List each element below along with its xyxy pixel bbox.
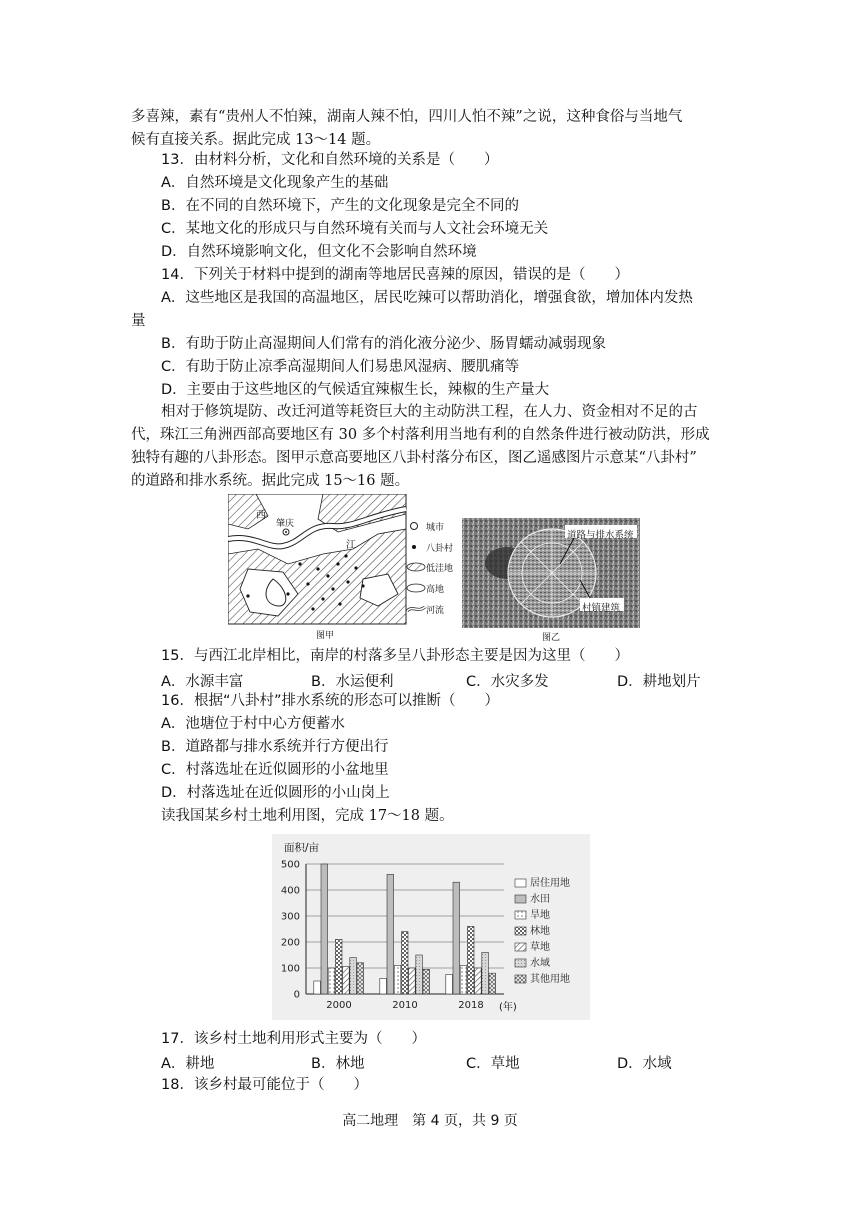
q14-option-c: C．有助于防止凉季高湿期间人们易患风湿病、腰肌痛等 [161,359,520,375]
q16-stem: 16．根据“八卦村”排水系统的形态可以推断（ ） [161,693,499,709]
q17-option-a: A．耕地 [161,1056,215,1072]
land-use-chart [272,834,590,1020]
bar-2010-林地 [401,932,408,994]
q14-option-d: D．主要由于这些地区的气候适宜辣椒生长，辣椒的生产量大 [161,382,550,398]
photo-figure [462,518,640,642]
legend-label: 草地 [530,942,550,953]
map-caption: 图甲 [316,631,335,641]
legend-river-label: 河流 [426,606,445,616]
bar-2000-水田 [321,864,328,994]
q16-option-a: A．池塘位于村中心方便蓄水 [161,716,345,732]
q15-stem: 15．与西江北岸相比，南岸的村落多呈八卦形态主要是因为这里（ ） [161,648,629,664]
bar-2010-水田 [387,874,394,994]
q15-option-d: D．耕地划片 [617,674,701,690]
q13-option-d: D．自然环境影响文化，但文化不会影响自然环境 [161,244,477,260]
legend-city-icon [410,522,418,530]
bar-2000-林地 [335,939,342,994]
x-tick-label: 2018 [458,1000,484,1011]
bar-2018-其他用地 [489,973,496,994]
bar-2018-水田 [453,882,460,994]
map-figure [228,494,458,642]
y-tick-label: 0 [293,989,300,1001]
bar-2010-居住用地 [380,978,387,994]
chart-svg [272,834,590,1020]
legend-label: 居住用地 [530,878,570,889]
legend-swatch [515,943,526,951]
passage2-line-1: 相对于修筑堤防、改迁河道等耗资巨大的主动防洪工程，在人力、资金相对不足的古 [161,404,698,420]
passage2-line-4: 的道路和排水系统。据此完成 15～16 题。 [131,473,410,489]
q15-option-a: A．水源丰富 [161,674,244,690]
map-label-city: 肇庆 [276,519,295,529]
legend-lowland-icon [406,562,426,572]
chart-ylabel: 面积/亩 [284,842,320,854]
page-footer: 高二地理 第 4 页，共 9 页 [342,1113,518,1129]
bar-2000-旱地 [328,968,335,994]
passage2-line-2: 代，珠江三角洲西部高要地区有 30 多个村落利用当地有利的自然条件进行被动防洪，形成 [131,427,710,443]
legend-highland-icon [406,583,426,593]
legend-swatch [515,959,526,967]
map-label-xi: 西 [256,510,266,521]
q13-option-b: B．在不同的自然环境下，产生的文化现象是完全不同的 [161,198,519,214]
legend-village-icon [412,545,416,549]
legend-label: 旱地 [530,910,550,921]
q13-stem: 13．由材料分析，文化和自然环境的关系是（ ） [161,152,499,168]
y-tick-label: 300 [280,911,300,923]
chart-xlabel: (年) [499,1002,517,1013]
intro-17-18: 读我国某乡村土地利用图，完成 17～18 题。 [161,808,454,824]
intro-line-2: 候有直接关系。据此完成 13～14 题。 [131,132,381,148]
q17-stem: 17．该乡村土地利用形式主要为（ ） [161,1031,426,1047]
legend-swatch [515,975,526,983]
bar-2000-草地 [343,967,350,994]
legend-swatch [515,879,526,887]
q14-option-a: A．这些地区是我国的高温地区，居民吃辣可以帮助消化，增强食欲，增加体内发热 [161,290,693,306]
bar-2010-旱地 [394,965,401,994]
photo-label-building: 村镇建筑 [582,603,621,614]
intro-line-1: 多喜辣，素有“贵州人不怕辣，湖南人辣不怕，四川人怕不辣”之说，这种食俗与当地气 [131,109,683,125]
legend-label: 水田 [530,894,550,905]
bar-2018-草地 [475,968,482,994]
q17-option-b: B．林地 [311,1056,365,1072]
q16-option-c: C．村落选址在近似圆形的小盆地里 [161,762,389,778]
q13-option-a: A．自然环境是文化现象产生的基础 [161,175,389,191]
legend-swatch [515,895,526,903]
bar-2000-其他用地 [357,963,364,994]
y-tick-label: 200 [280,937,300,949]
y-tick-label: 400 [280,885,300,897]
legend-lowland-label: 低洼地 [426,564,454,574]
photo-caption: 图乙 [542,633,561,643]
passage2-line-3: 独特有趣的八卦形态。图甲示意高要地区八卦村落分布区，图乙遥感图片示意某“八卦村” [131,450,697,466]
bar-2018-水域 [482,952,489,994]
legend-village-label: 八卦村 [426,544,454,554]
y-tick-label: 100 [280,963,300,975]
legend-swatch [515,927,526,935]
q18-stem: 18．该乡村最可能位于（ ） [161,1077,368,1093]
q17-option-d: D．水域 [617,1056,672,1072]
q16-option-d: D．村落选址在近似圆形的小山岗上 [161,785,390,801]
q15-option-b: B．水运便利 [311,674,394,690]
q13-option-c: C．某地文化的形成只与自然环境有关而与人文社会环境无关 [161,221,549,237]
q14-stem: 14．下列关于材料中提到的湖南等地居民喜辣的原因，错误的是（ ） [161,267,629,283]
bar-2010-草地 [409,968,416,994]
bar-2018-旱地 [460,965,467,994]
bar-2000-居住用地 [314,981,321,994]
q14-option-a-cont: 量 [131,313,146,329]
y-tick-label: 500 [280,859,300,871]
bar-2010-水域 [416,955,423,994]
legend-highland-label: 高地 [426,585,445,595]
bar-2000-水域 [350,958,357,994]
x-tick-label: 2000 [326,1000,352,1011]
q14-option-b: B．有助于防止高湿期间人们常有的消化液分泌少、肠胃蠕动减弱现象 [161,336,606,352]
x-tick-label: 2010 [392,1000,418,1011]
q17-option-c: C．草地 [466,1056,520,1072]
map-label-jiang: 江 [346,540,356,551]
legend-label: 水域 [530,958,550,969]
q16-option-b: B．道路都与排水系统并行方便出行 [161,739,389,755]
bar-2018-林地 [467,926,474,994]
legend-label: 林地 [530,926,550,937]
q15-option-c: C．水灾多发 [466,674,549,690]
bar-2018-居住用地 [446,975,453,995]
legend-river-icon [406,604,426,614]
legend-city-label: 城市 [426,523,445,533]
bar-2010-其他用地 [423,969,430,994]
legend-swatch [515,911,526,919]
photo-label-road: 道路与排水系统 [567,530,634,541]
legend-label: 其他用地 [530,974,570,985]
